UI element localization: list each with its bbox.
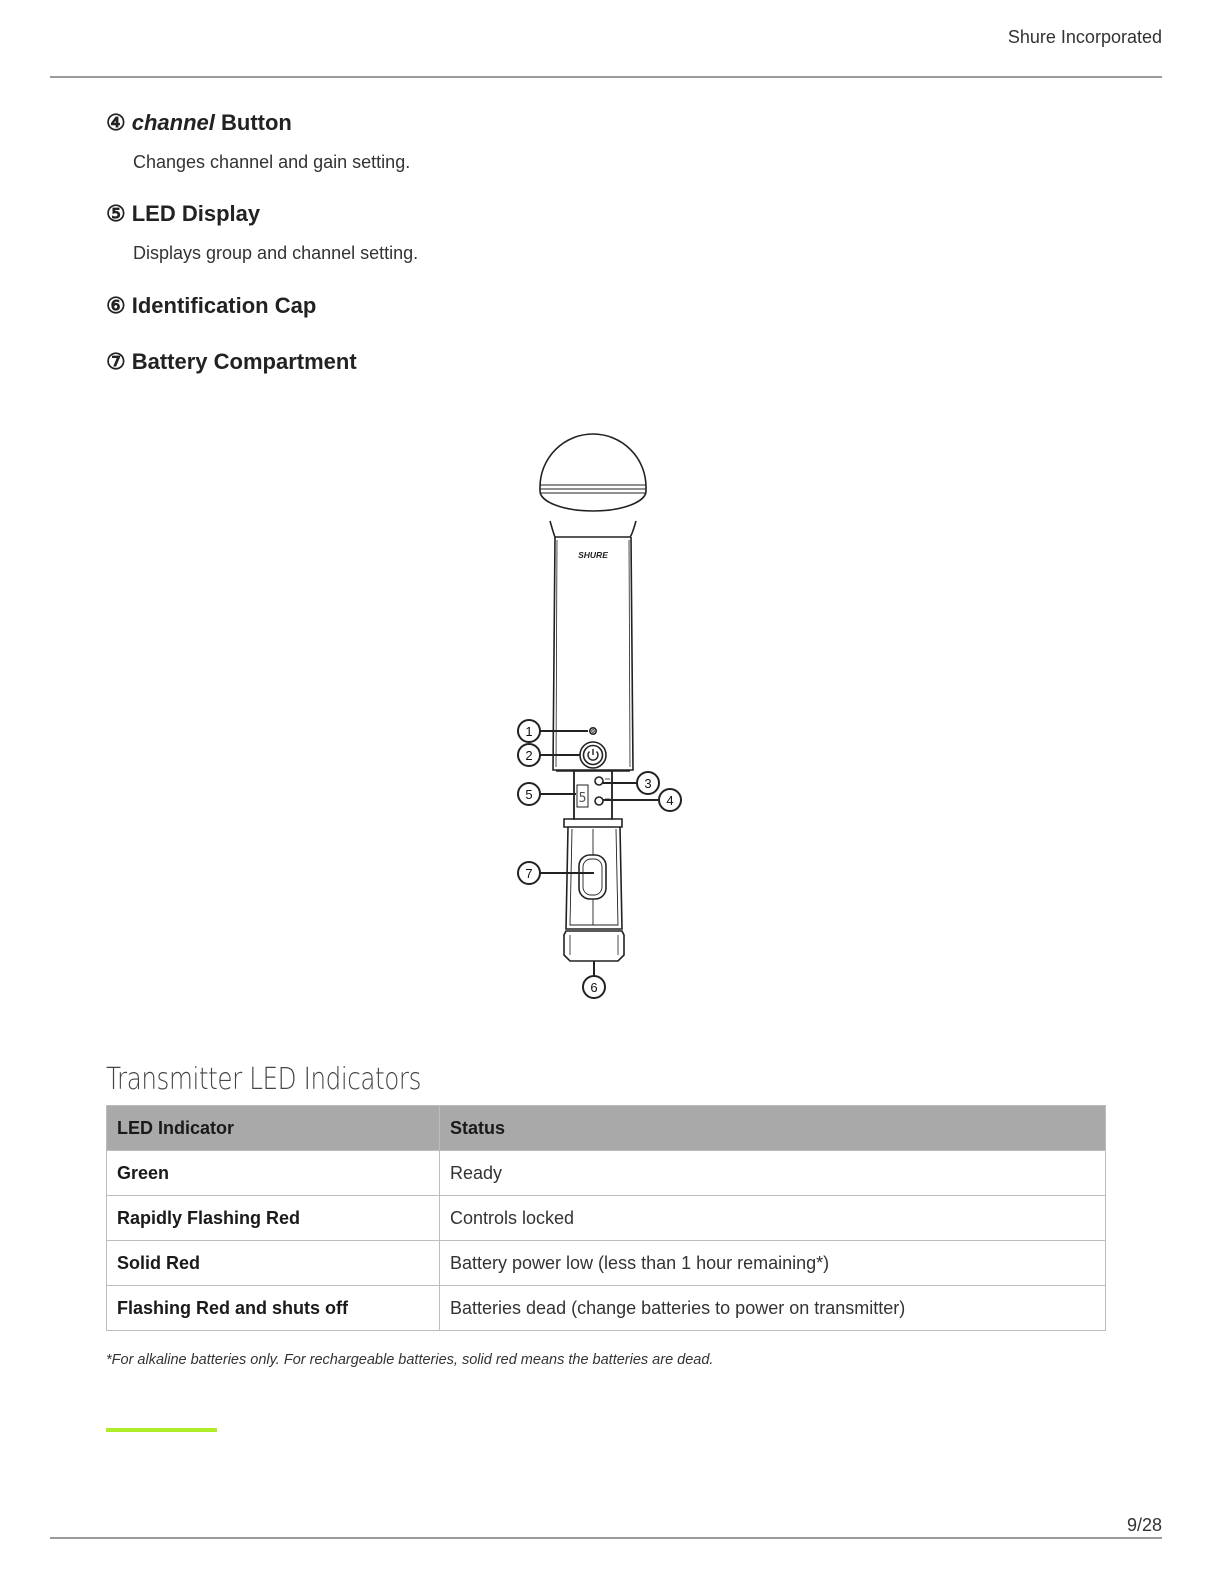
company-name: Shure Incorporated bbox=[1007, 27, 1162, 47]
item-led-display-description: Displays group and channel setting. bbox=[133, 243, 419, 263]
table-row bbox=[107, 1151, 1106, 1196]
accent-bar bbox=[106, 1428, 217, 1432]
table-row bbox=[107, 1196, 1106, 1241]
header-divider bbox=[50, 76, 1162, 78]
callout-label-1: 1 bbox=[525, 724, 533, 739]
table-header-row bbox=[107, 1106, 1106, 1151]
led-indicator-cell: Rapidly Flashing Red bbox=[107, 1196, 440, 1241]
item-number: ⑤ bbox=[106, 201, 126, 226]
item-number: ⑦ bbox=[106, 349, 126, 374]
table-row bbox=[107, 1286, 1106, 1331]
table-row bbox=[107, 1241, 1106, 1286]
callout-label-3: 3 bbox=[644, 776, 652, 791]
item-title-rest: Button bbox=[221, 110, 292, 135]
item-led-display-title bbox=[106, 201, 260, 227]
status-cell: Battery power low (less than 1 hour remaining*) bbox=[440, 1241, 1106, 1286]
item-channel-button-title bbox=[106, 110, 292, 136]
callout-label-4: 4 bbox=[666, 793, 674, 808]
column-header-status: Status bbox=[440, 1106, 1106, 1151]
status-cell: Controls locked bbox=[440, 1196, 1106, 1241]
section-title: Transmitter LED Indicators bbox=[106, 1062, 422, 1097]
item-battery-compartment-title bbox=[106, 349, 357, 375]
item-title-italic: channel bbox=[131, 110, 215, 135]
page-number: 9/28 bbox=[1126, 1515, 1162, 1535]
led-indicator-cell: Green bbox=[107, 1151, 440, 1196]
callout-label-7: 7 bbox=[525, 866, 533, 881]
item-title-text: LED Display bbox=[131, 201, 261, 226]
display-digit: 5 bbox=[578, 791, 587, 806]
item-title-text: Identification Cap bbox=[131, 293, 317, 318]
callout-label-5: 5 bbox=[525, 787, 533, 802]
led-indicator-table bbox=[106, 1105, 1106, 1331]
footer-divider bbox=[50, 1537, 1162, 1539]
callout-label-6: 6 bbox=[590, 980, 598, 995]
led-indicator-cell: Flashing Red and shuts off bbox=[107, 1286, 440, 1331]
status-cell: Batteries dead (change batteries to power on transmitter) bbox=[440, 1286, 1106, 1331]
led-indicator-cell: Solid Red bbox=[107, 1241, 440, 1286]
column-header-led-indicator: LED Indicator bbox=[107, 1106, 440, 1151]
item-identification-cap-title bbox=[106, 293, 316, 319]
item-title-text: Battery Compartment bbox=[131, 349, 357, 374]
item-number: ⑥ bbox=[106, 293, 126, 318]
callout-label-2: 2 bbox=[525, 748, 533, 763]
status-cell: Ready bbox=[440, 1151, 1106, 1196]
item-channel-button-description: Changes channel and gain setting. bbox=[133, 152, 411, 172]
microphone-diagram bbox=[500, 425, 700, 1005]
shure-logo-text: SHURE bbox=[578, 550, 608, 560]
item-number: ④ bbox=[106, 110, 126, 135]
footnote: *For alkaline batteries only. For rechargeable batteries, solid red means the batteries are dead. bbox=[106, 1352, 714, 1368]
